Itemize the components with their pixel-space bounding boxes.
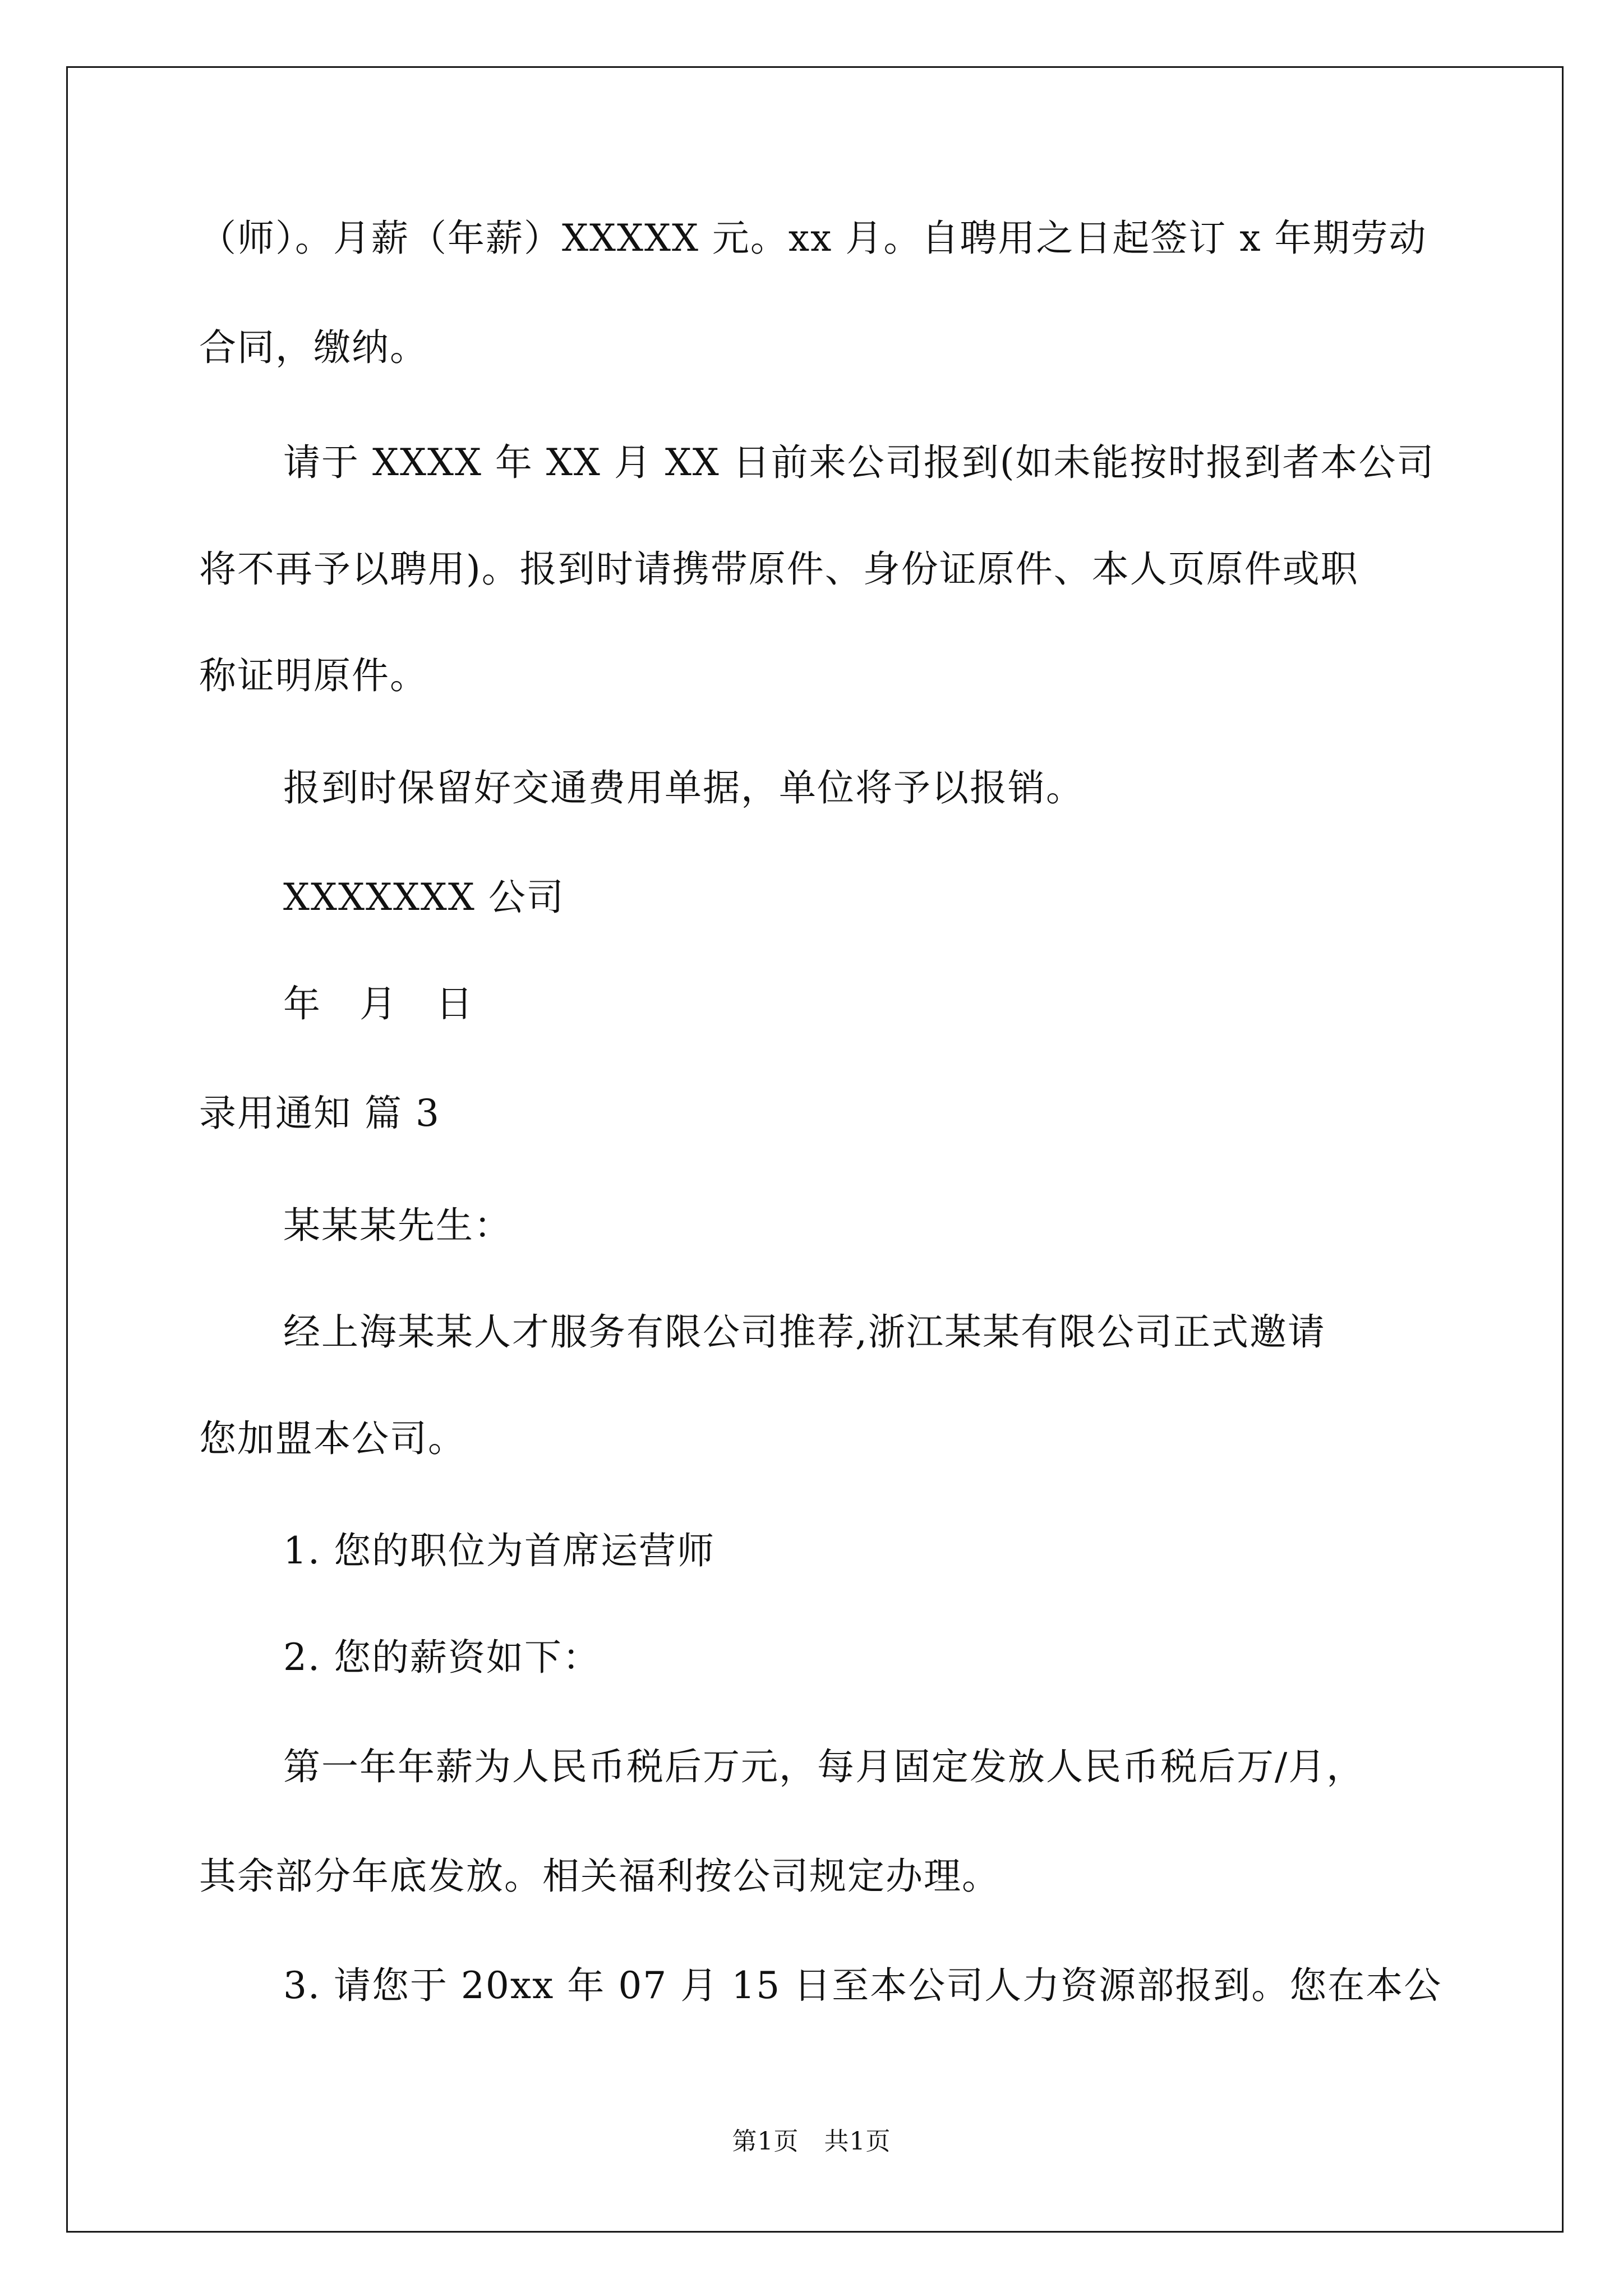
list-item: 3. 请您于 20xx 年 07 月 15 日至本公司人力资源部报到。您在本公 <box>283 1964 1442 2007</box>
salutation: 某某某先生： <box>283 1204 512 1247</box>
body-line: 报到时保留好交通费用单据，单位将予以报销。 <box>283 766 1084 809</box>
body-line: 合同，缴纳。 <box>199 326 428 369</box>
company-signature: XXXXXXX 公司 <box>283 876 565 919</box>
body-line: 其余部分年底发放。相关福利按公司规定办理。 <box>199 1855 1000 1898</box>
section-heading: 录用通知 篇 3 <box>199 1092 440 1135</box>
body-line: 请于 XXXX 年 XX 月 XX 日前来公司报到(如未能按时报到者本公司 <box>283 441 1435 484</box>
list-item: 2. 您的薪资如下： <box>283 1636 601 1679</box>
body-line: 称证明原件。 <box>199 654 428 697</box>
body-line: （师）。月薪（年薪）XXXXX 元。xx 月。自聘用之日起签订 x 年期劳动 <box>199 217 1427 260</box>
page-border <box>66 66 1564 2233</box>
list-item: 1. 您的职位为首席运营师 <box>283 1529 715 1572</box>
body-line: 经上海某某人才服务有限公司推荐,浙江某某有限公司正式邀请 <box>283 1310 1326 1354</box>
body-line: 您加盟本公司。 <box>199 1417 466 1460</box>
body-line: 第一年年薪为人民币税后万元，每月固定发放人民币税后万/月， <box>283 1745 1365 1788</box>
body-line: 将不再予以聘用)。报到时请携带原件、身份证原件、本人页原件或职 <box>199 547 1359 591</box>
date-line: 年 月 日 <box>283 982 474 1025</box>
page-footer: 第1页 共1页 <box>732 2127 891 2156</box>
